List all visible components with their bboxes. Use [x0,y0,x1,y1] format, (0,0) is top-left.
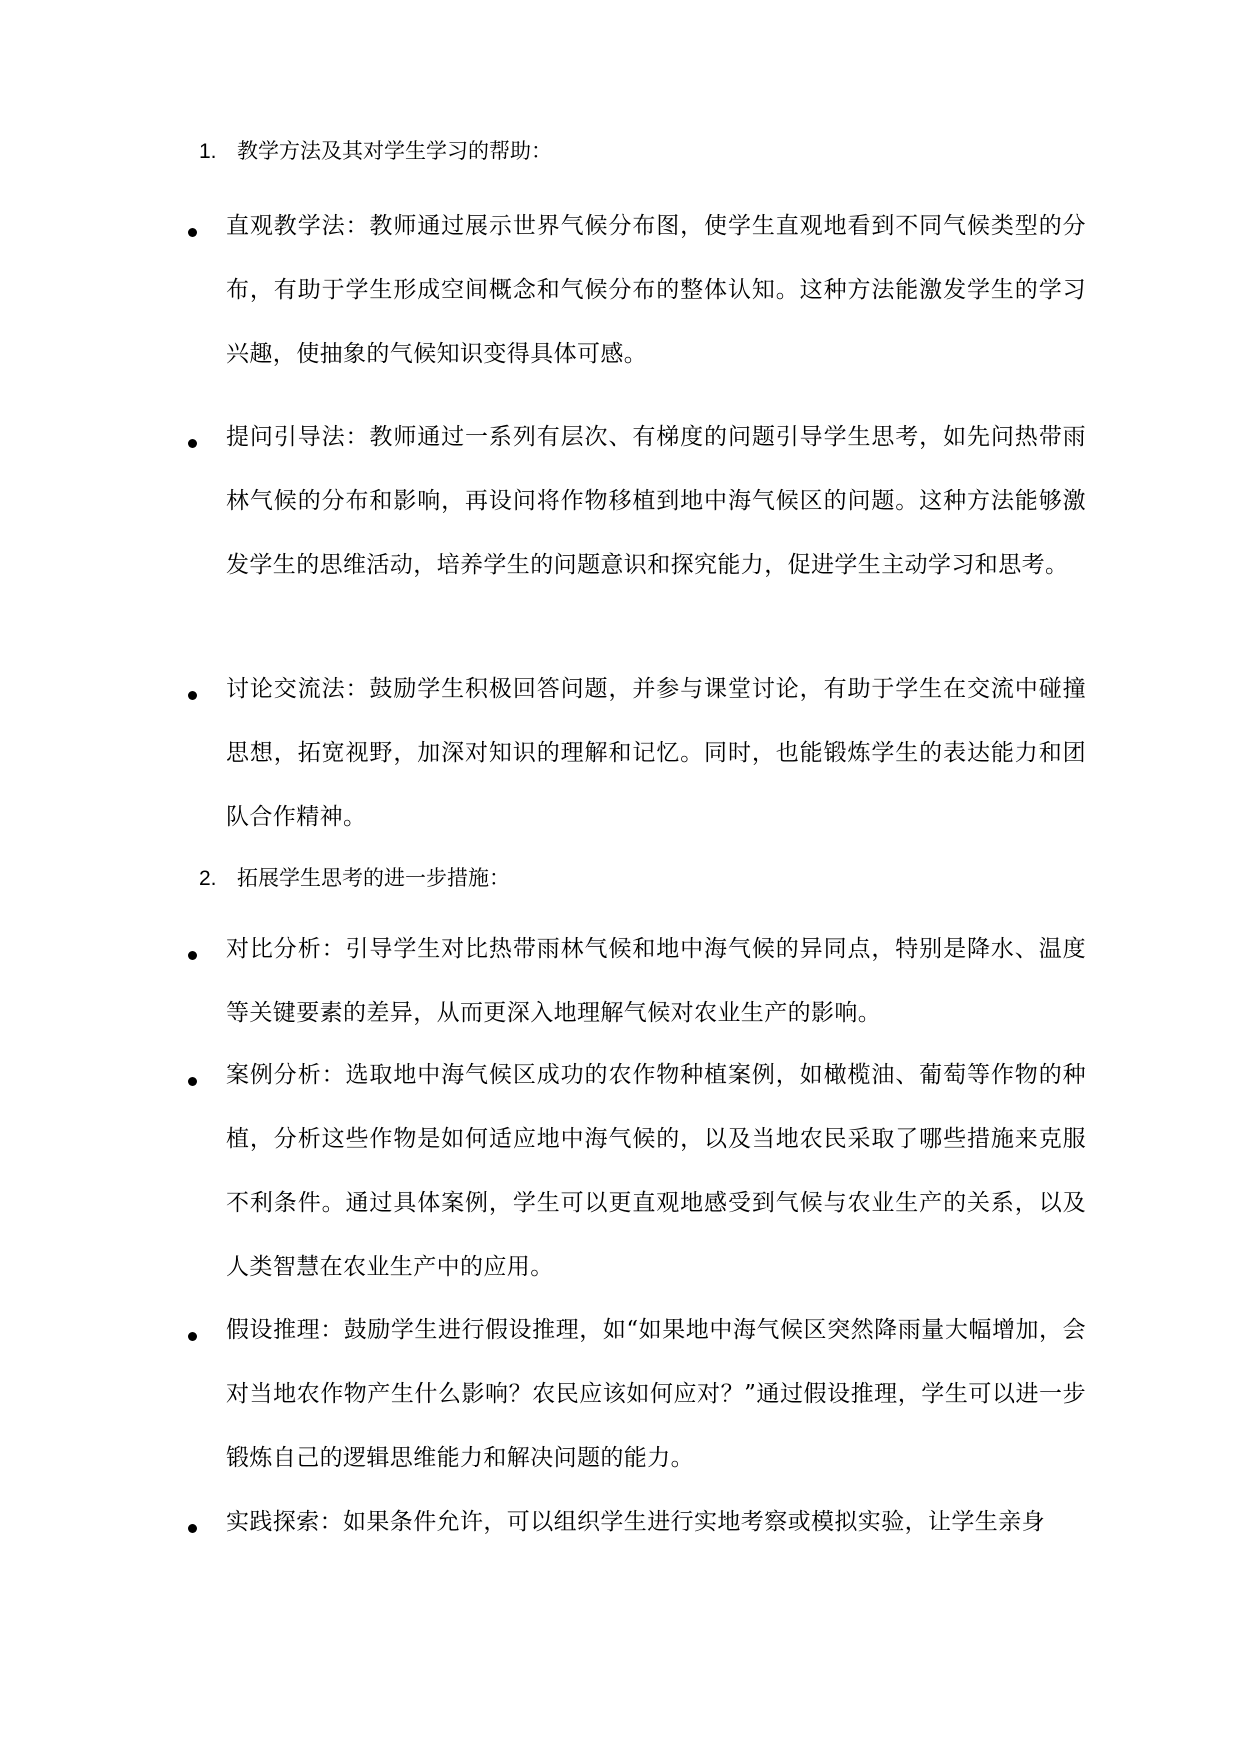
section-heading-text: 拓展学生思考的进一步措施： [237,866,510,890]
list-item-text: 实践探索：如果条件允许，可以组织学生进行实地考察或模拟实验，让学生亲身 [226,1509,1045,1535]
bullet-icon [188,951,197,960]
list-item-text: 假设推理：鼓励学生进行假设推理，如“如果地中海气候区突然降雨量大幅增加，会对当地农作物产生什么影响？农民应该如何应对？”通过假设推理，学生可以进一步锻炼自己的逻辑思维能力和解决问题的能力。 [226,1317,1086,1471]
bullet-icon [188,691,197,700]
bullet-icon [188,228,197,237]
section-number: 1. [199,140,217,163]
section-heading [199,136,1099,167]
list-item-text: 提问引导法：教师通过一系列有层次、有梯度的问题引导学生思考，如先问热带雨林气候的分布和影响，再设问将作物移植到地中海气候区的问题。这种方法能够激发学生的思维活动，培养学生的问题意识和探究能力，促进学生主动学习和思考。 [226,424,1086,578]
list-item-text: 案例分析：选取地中海气候区成功的农作物种植案例，如橄榄油、葡萄等作物的种植，分析这些作物是如何适应地中海气候的，以及当地农民采取了哪些措施来克服不利条件。通过具体案例，学生可以更直观地感受到气候与农业生产的关系，以及人类智慧在农业生产中的应用。 [226,1062,1086,1280]
list-item-text: 直观教学法：教师通过展示世界气候分布图，使学生直观地看到不同气候类型的分布，有助于学生形成空间概念和气候分布的整体认知。这种方法能激发学生的学习兴趣，使抽象的气候知识变得具体可感。 [226,213,1086,367]
bullet-icon [188,1077,197,1086]
list-item-text: 对比分析：引导学生对比热带雨林气候和地中海气候的异同点，特别是降水、温度等关键要素的差异，从而更深入地理解气候对农业生产的影响。 [226,936,1086,1026]
section-heading [199,863,1099,894]
section-number: 2. [199,867,217,890]
list-item-text: 讨论交流法：鼓励学生积极回答问题，并参与课堂讨论，有助于学生在交流中碰撞思想，拓宽视野，加深对知识的理解和记忆。同时，也能锻炼学生的表达能力和团队合作精神。 [226,676,1086,830]
bullet-icon [188,1332,197,1341]
bullet-icon [188,439,197,448]
bullet-icon [188,1524,197,1533]
section-heading-text: 教学方法及其对学生学习的帮助： [237,139,552,163]
